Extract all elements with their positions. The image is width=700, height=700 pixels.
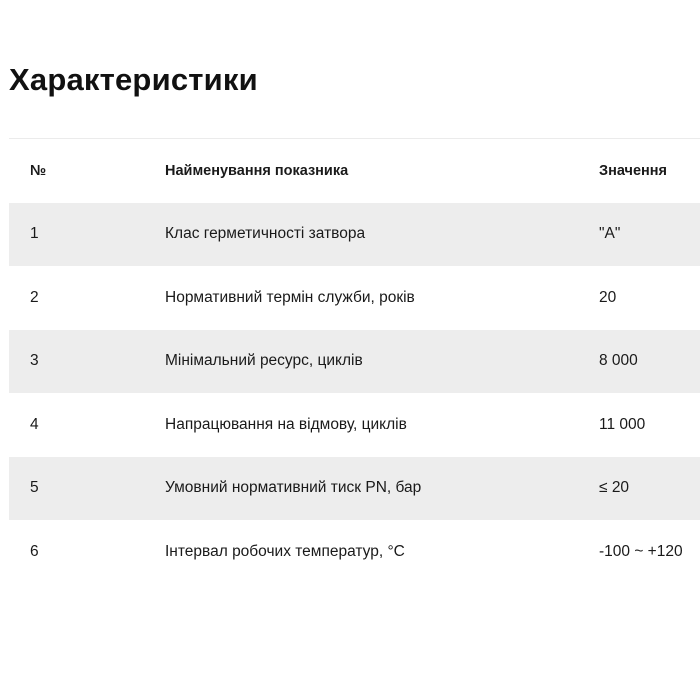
table-row	[9, 520, 700, 584]
table-row	[9, 330, 700, 394]
header-num: №	[30, 162, 47, 179]
table-row	[9, 266, 700, 330]
row-num: 4	[30, 415, 39, 433]
row-num: 5	[30, 479, 39, 497]
row-value: 20	[599, 288, 617, 306]
row-name: Напрацювання на відмову, циклів	[165, 415, 407, 433]
row-name: Клас герметичності затвора	[165, 225, 366, 243]
row-value: "А"	[599, 225, 621, 243]
table-row	[9, 393, 700, 457]
page-title: Характеристики	[9, 62, 258, 97]
table-header-row	[9, 138, 700, 203]
table-row	[9, 457, 700, 521]
table-row	[9, 203, 700, 267]
row-num: 2	[30, 288, 39, 306]
row-value: 8 000	[599, 352, 638, 370]
row-name: Мінімальний ресурс, циклів	[165, 352, 363, 370]
row-num: 3	[30, 352, 39, 370]
header-value: Значення	[599, 162, 668, 179]
row-num: 1	[30, 225, 39, 243]
row-name: Нормативний термін служби, років	[165, 288, 415, 306]
row-num: 6	[30, 542, 39, 560]
row-value: 11 000	[599, 415, 646, 433]
characteristics-table	[9, 138, 700, 584]
row-name: Інтервал робочих температур, °С	[165, 542, 405, 560]
row-name: Умовний нормативний тиск PN, бар	[165, 479, 422, 497]
row-value: ≤ 20	[599, 479, 630, 497]
header-name: Найменування показника	[165, 162, 349, 179]
row-value: -100 ~ +120	[599, 542, 683, 560]
